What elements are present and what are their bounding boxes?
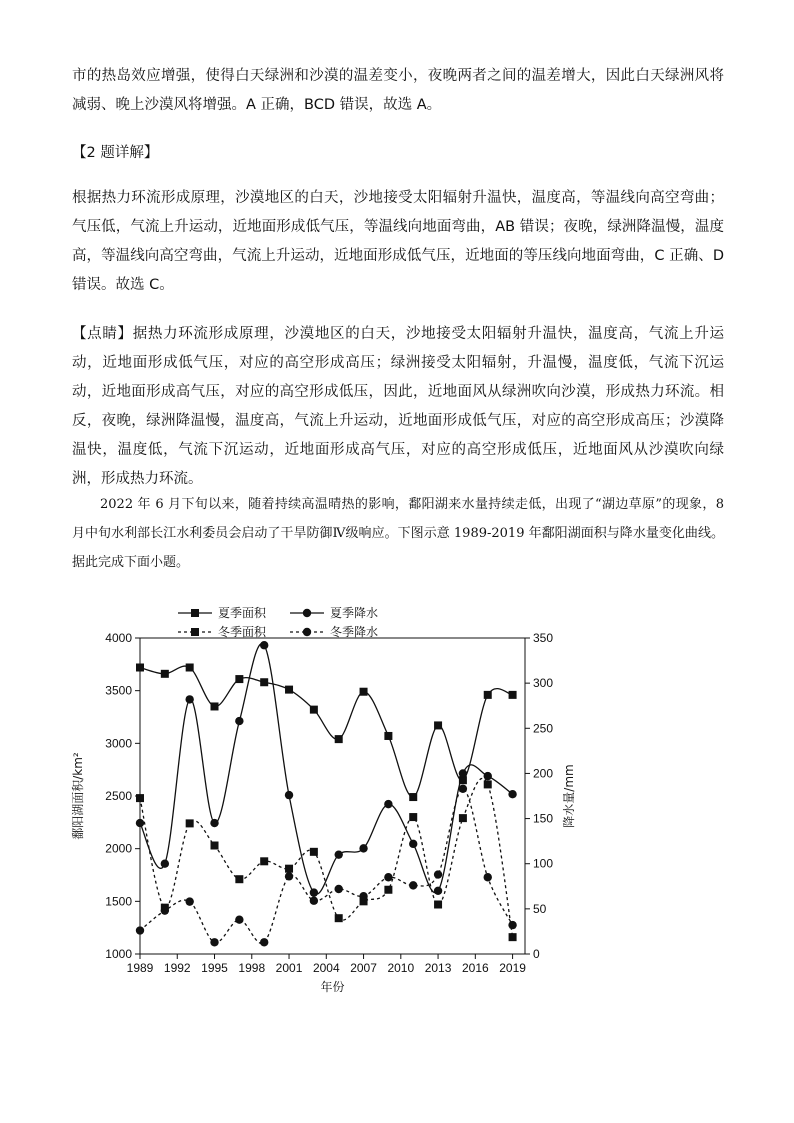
summer-precip-point bbox=[235, 717, 243, 725]
y-left-tick-label: 3000 bbox=[105, 736, 132, 751]
question-intro bbox=[72, 490, 724, 577]
winter-precip-point bbox=[484, 873, 492, 881]
summer-area-point bbox=[260, 678, 268, 686]
lake-area-precipitation-chart bbox=[60, 595, 580, 1015]
winter-area-point bbox=[409, 813, 417, 821]
x-tick-label: 2007 bbox=[350, 961, 377, 975]
winter-precip-point bbox=[235, 915, 243, 923]
y-left-tick-label: 1000 bbox=[105, 947, 132, 961]
summer-area-point bbox=[211, 702, 219, 710]
summer-precip-point bbox=[260, 641, 268, 649]
summer-area-point bbox=[409, 793, 417, 801]
y-left-tick-label: 2000 bbox=[105, 841, 132, 856]
summer-precip-point bbox=[409, 840, 417, 848]
summer-precip-point bbox=[136, 819, 144, 827]
winter-area-point bbox=[235, 875, 243, 883]
y-left-tick-label: 3500 bbox=[105, 683, 132, 698]
summer-area-point bbox=[161, 670, 169, 678]
y-right-tick-label: 0 bbox=[533, 947, 540, 961]
summer-precip-point bbox=[210, 819, 218, 827]
winter-precip-point bbox=[409, 881, 417, 889]
y-left-tick-label: 4000 bbox=[105, 631, 132, 645]
winter-area-point bbox=[484, 780, 492, 788]
winter-precip-legend-label: 冬季降水 bbox=[330, 625, 379, 639]
x-tick-label: 1992 bbox=[163, 961, 191, 975]
winter-area-point bbox=[260, 857, 268, 865]
tips-paragraph bbox=[72, 320, 724, 494]
winter-area-point bbox=[335, 914, 343, 922]
summer-precip-point bbox=[484, 772, 492, 780]
summer-area-point bbox=[285, 686, 293, 694]
winter-precip-point bbox=[136, 926, 144, 934]
summer-area-point bbox=[186, 663, 194, 671]
winter-precip-point bbox=[384, 873, 392, 881]
summer-area-point bbox=[509, 691, 517, 699]
winter-precip-point bbox=[285, 872, 293, 880]
summer-area-point bbox=[484, 691, 492, 699]
x-tick-label: 1995 bbox=[201, 961, 228, 975]
y-right-tick-label: 250 bbox=[533, 721, 554, 736]
x-tick-label: 2004 bbox=[312, 961, 340, 975]
winter-area-point bbox=[509, 933, 517, 941]
winter-precip-point bbox=[210, 938, 218, 946]
y-right-tick-label: 100 bbox=[533, 856, 554, 871]
x-tick-label: 2001 bbox=[275, 961, 303, 975]
answer-1-explanation: 市的热岛效应增强，使得白天绿洲和沙漠的温差变小，夜晚两者之间的温差增大，因此白天绿洲风将减弱、晚上沙漠风将增强。A 正确，BCD 错误，故选 A。 bbox=[72, 68, 724, 113]
summer-precip-point bbox=[359, 844, 367, 852]
winter-precip-point bbox=[434, 870, 442, 878]
winter-precip-point bbox=[508, 921, 516, 929]
summer-area-point bbox=[235, 675, 243, 683]
y-right-axis-label: 降水量/mm bbox=[562, 764, 576, 828]
y-left-axis-label: 鄱阳湖面积/km² bbox=[71, 752, 85, 840]
x-tick-label: 1989 bbox=[126, 961, 154, 975]
winter-area-legend-label: 冬季面积 bbox=[218, 625, 267, 639]
summer-precip-legend-label: 夏季降水 bbox=[330, 606, 379, 620]
winter-area-point bbox=[384, 886, 392, 894]
summer-precip-point bbox=[459, 769, 467, 777]
winter-precip-point bbox=[459, 785, 467, 793]
y-right-tick-label: 150 bbox=[533, 811, 554, 826]
winter-area-point bbox=[434, 900, 442, 908]
y-left-tick-label: 1500 bbox=[105, 894, 132, 909]
summer-area-legend-marker bbox=[191, 609, 199, 617]
y-right-tick-label: 300 bbox=[533, 676, 554, 691]
summer-precip-line bbox=[140, 644, 513, 895]
winter-precip-point bbox=[161, 906, 169, 914]
winter-precip-point bbox=[310, 897, 318, 905]
winter-area-point bbox=[285, 865, 293, 873]
winter-area-point bbox=[186, 819, 194, 827]
winter-precip-point bbox=[335, 885, 343, 893]
x-tick-label: 2010 bbox=[387, 961, 415, 975]
x-axis-label: 年份 bbox=[320, 980, 345, 994]
winter-area-legend-marker bbox=[191, 628, 199, 636]
winter-area-point bbox=[459, 814, 467, 822]
x-tick-label: 2019 bbox=[499, 961, 526, 975]
summer-precip-point bbox=[508, 790, 516, 798]
winter-precip-line bbox=[140, 789, 513, 944]
winter-precip-point bbox=[185, 897, 193, 905]
question-intro-text: 2022 年 6 月下旬以来，随着持续高温晴热的影响，鄱阳湖来水量持续走低，出现了“湖边草原”的现象，8 月中旬水利部长江水利委员会启动了干旱防御Ⅳ级响应。下图示意 1989-2019 年鄱阳湖面积与降水量变化曲线。据此完成下面小题。 bbox=[72, 497, 724, 570]
y-right-tick-label: 200 bbox=[533, 766, 554, 781]
winter-precip-point bbox=[260, 938, 268, 946]
tips-label: 【点睛】 bbox=[72, 326, 133, 342]
x-tick-label: 2016 bbox=[461, 961, 489, 975]
summer-area-point bbox=[360, 688, 368, 696]
y-left-tick-label: 2500 bbox=[105, 789, 132, 803]
summer-precip-point bbox=[434, 887, 442, 895]
summer-precip-legend-marker bbox=[303, 609, 311, 617]
summer-precip-point bbox=[161, 860, 169, 868]
question-2-heading: 【2 题详解】 bbox=[72, 145, 159, 161]
winter-area-point bbox=[136, 794, 144, 802]
winter-area-point bbox=[310, 848, 318, 856]
summer-area-point bbox=[335, 735, 343, 743]
summer-precip-point bbox=[384, 800, 392, 808]
summer-area-point bbox=[310, 706, 318, 714]
winter-precip-legend-marker bbox=[303, 628, 311, 636]
summer-precip-point bbox=[335, 850, 343, 858]
summer-area-point bbox=[136, 663, 144, 671]
summer-area-point bbox=[384, 732, 392, 740]
y-right-tick-label: 50 bbox=[533, 901, 547, 916]
summer-area-legend-label: 夏季面积 bbox=[218, 606, 267, 620]
winter-area-point bbox=[211, 842, 219, 850]
summer-area-point bbox=[434, 721, 442, 729]
y-right-tick-label: 350 bbox=[533, 631, 554, 645]
tips-text: 据热力环流形成原理，沙漠地区的白天，沙地接受太阳辐射升温快，温度高，气流上升运动，近地面形成低气压，对应的高空形成高压；绿洲接受太阳辐射，升温慢，温度低，气流下沉运动，近地面形成高气压，对应的高空形成低压，因此，近地面风从绿洲吹向沙漠，形成热力环流。相反，夜晚，绿洲降温慢，温度高，气流上升运动，近地面形成低气压，对应的高空形成高压；沙漠降温快，温度低，气流下沉运动，近地面形成高气压，对应的高空形成低压，近地面风从沙漠吹向绿洲，形成热力环流。 bbox=[72, 326, 725, 487]
winter-precip-point bbox=[359, 892, 367, 900]
summer-precip-point bbox=[310, 888, 318, 896]
x-tick-label: 1998 bbox=[238, 961, 266, 975]
summer-area-line bbox=[140, 666, 513, 797]
answer-2-explanation: 根据热力环流形成原理，沙漠地区的白天，沙地接受太阳辐射升温快，温度高，等温线向高空弯曲；气压低，气流上升运动，近地面形成低气压，等温线向地面弯曲，AB 错误；夜晚，绿洲降温慢，温度高，等温线向高空弯曲，气流上升运动，近地面形成低气压，近地面的等压线向地面弯曲，C 正确、D 错误。故选 C。 bbox=[72, 190, 724, 293]
summer-precip-point bbox=[285, 791, 293, 799]
summer-precip-point bbox=[185, 695, 193, 703]
x-tick-label: 2013 bbox=[424, 961, 452, 975]
